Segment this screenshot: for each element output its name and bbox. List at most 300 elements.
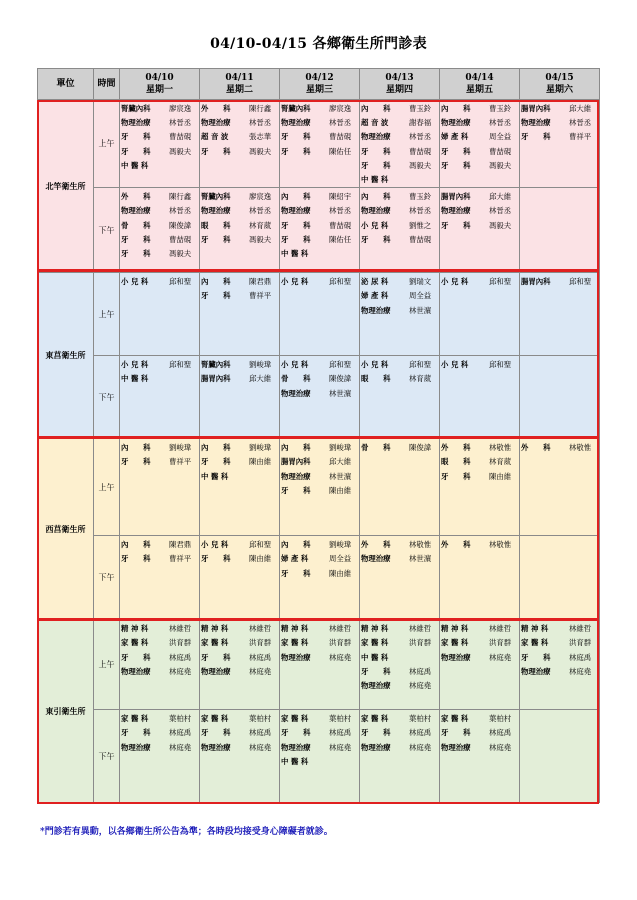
afternoon-label: 下午 <box>94 356 120 439</box>
doctor-name: 林庭堯 <box>329 652 352 662</box>
doctor-name: 邱和聖 <box>569 277 592 287</box>
doctor-name: 陳佑任 <box>329 146 352 156</box>
department: 小 兒 科 <box>281 277 309 287</box>
header-weekday: 星期四 <box>385 85 413 95</box>
header-day-1 <box>120 69 200 100</box>
doctor-name: 林維哲 <box>569 624 592 634</box>
clinic-entry <box>521 275 598 289</box>
doctor-name: 劉瑞文 <box>409 277 432 287</box>
doctor-name: 邱大維 <box>489 192 512 202</box>
doctor-name: 邱和聖 <box>489 277 512 287</box>
clinic-entry <box>281 233 358 247</box>
doctor-name: 林世濵 <box>409 305 432 315</box>
clinic-entry <box>441 712 518 726</box>
schedule-cell <box>360 710 440 803</box>
schedule-cell <box>120 620 200 710</box>
department: 內 科 <box>201 443 231 453</box>
doctor-name: 林庭堯 <box>249 666 272 676</box>
clinic-entry <box>201 289 278 303</box>
schedule-cell <box>360 620 440 710</box>
clinic-entry <box>121 233 198 247</box>
department: 牙 科 <box>281 146 311 156</box>
department: 牙 科 <box>361 666 391 676</box>
clinic-entry <box>121 204 198 218</box>
afternoon-label: 下午 <box>94 188 120 273</box>
doctor-name: 林世濵 <box>329 471 352 481</box>
department: 內 科 <box>361 192 391 202</box>
schedule-cell <box>280 536 360 620</box>
doctor-name: 林晉丞 <box>329 118 352 128</box>
clinic-entry <box>361 173 438 187</box>
doctor-name: 陳君鼎 <box>169 540 192 550</box>
clinic-entry <box>201 636 278 650</box>
doctor-name: 陳行鑫 <box>249 104 272 113</box>
clinic-entry <box>281 755 358 769</box>
doctor-name: 曹喆硯 <box>329 220 352 230</box>
afternoon-label: 下午 <box>94 536 120 620</box>
doctor-name: 洪育群 <box>409 638 432 648</box>
clinic-entry <box>121 102 198 116</box>
doctor-name: 曹祥平 <box>249 291 272 301</box>
department: 物理治療 <box>281 471 311 481</box>
schedule-cell <box>200 710 280 803</box>
department: 內 科 <box>281 192 311 202</box>
doctor-name: 陳佑任 <box>329 234 352 244</box>
clinic-entry <box>441 116 518 130</box>
department: 牙 科 <box>201 652 231 662</box>
doctor-name: 陳由維 <box>329 568 352 578</box>
clinic-entry <box>281 130 358 144</box>
clinic-entry <box>441 441 518 455</box>
clinic-entry <box>121 358 198 372</box>
doctor-name: 林晉丞 <box>169 118 192 128</box>
clinic-entry <box>441 726 518 740</box>
doctor-name: 林世濵 <box>329 388 352 398</box>
clinic-entry <box>361 116 438 130</box>
header-date: 04/13 <box>385 73 414 83</box>
doctor-name: 林庭堯 <box>569 666 592 676</box>
clinic-entry <box>361 651 438 665</box>
schedule-cell <box>440 356 520 439</box>
header-weekday: 星期一 <box>145 85 173 95</box>
schedule-cell <box>360 100 440 188</box>
clinic-entry <box>441 741 518 755</box>
schedule-row <box>38 536 600 620</box>
schedule-row <box>38 620 600 710</box>
clinic-entry <box>121 190 198 204</box>
footnote: *門診若有異動，以各鄉衛生所公告為準；各時段均接受身心障礙者就診。 <box>40 827 333 837</box>
doctor-name: 林庭禹 <box>409 666 432 676</box>
clinic-entry <box>201 145 278 159</box>
department: 牙 科 <box>201 146 231 156</box>
department: 物理治療 <box>281 388 311 398</box>
header-weekday: 星期五 <box>465 85 493 95</box>
doctor-name: 陳俊諱 <box>169 220 192 230</box>
clinic-entry <box>441 538 518 552</box>
department: 外 科 <box>521 443 551 453</box>
clinic-entry <box>361 441 438 455</box>
doctor-name: 葉柏村 <box>329 714 352 724</box>
department: 牙 科 <box>441 728 471 738</box>
department: 精 神 科 <box>201 624 229 634</box>
department: 牙 科 <box>361 728 391 738</box>
department: 物理治療 <box>281 118 311 128</box>
department: 中 醫 科 <box>281 756 309 766</box>
clinic-entry <box>361 622 438 636</box>
schedule-cell <box>120 356 200 439</box>
doctor-name: 林晉丞 <box>249 118 272 128</box>
department: 牙 科 <box>201 234 231 244</box>
department: 內 科 <box>121 443 151 453</box>
morning-label: 上午 <box>94 439 120 536</box>
department: 牙 科 <box>361 234 391 244</box>
clinic-entry <box>441 622 518 636</box>
department: 小 兒 科 <box>201 540 229 550</box>
department: 精 神 科 <box>521 624 549 634</box>
schedule-cell <box>520 536 600 620</box>
doctor-name: 林庭禹 <box>249 728 272 738</box>
department: 家 醫 科 <box>121 714 149 724</box>
doctor-name: 林敬惟 <box>409 540 432 550</box>
clinic-entry <box>281 387 358 401</box>
department: 物理治療 <box>281 652 311 662</box>
department: 牙 科 <box>441 220 471 230</box>
doctor-name: 陳行鑫 <box>169 192 192 202</box>
header-time: 時間 <box>94 69 120 100</box>
morning-label: 上午 <box>94 273 120 356</box>
schedule-cell <box>280 356 360 439</box>
schedule-cell <box>200 356 280 439</box>
department: 牙 科 <box>361 160 391 170</box>
doctor-name: 林庭堯 <box>329 742 352 752</box>
clinic-entry <box>361 233 438 247</box>
schedule-cell <box>280 710 360 803</box>
department: 牙 科 <box>281 568 311 578</box>
doctor-name: 劉峻瑋 <box>169 443 192 453</box>
clinic-entry <box>201 204 278 218</box>
doctor-name: 林庭堯 <box>169 666 192 676</box>
department: 物理治療 <box>361 305 391 315</box>
department: 眼 科 <box>361 374 391 384</box>
department: 腸胃內科 <box>521 104 551 113</box>
schedule-cell <box>440 710 520 803</box>
schedule-cell <box>520 356 600 439</box>
clinic-entry <box>441 145 518 159</box>
clinic-entry <box>121 741 198 755</box>
doctor-name: 陳俊諱 <box>409 443 432 453</box>
department: 精 神 科 <box>361 624 389 634</box>
clinic-entry <box>121 247 198 261</box>
department: 外 科 <box>361 540 391 550</box>
doctor-name: 洪育群 <box>489 638 512 648</box>
department: 超 音 波 <box>201 132 229 142</box>
doctor-name: 陳由維 <box>329 485 352 495</box>
doctor-name: 馮毅夫 <box>489 160 512 170</box>
doctor-name: 葉柏村 <box>169 714 192 724</box>
doctor-name: 林晉丞 <box>569 118 592 128</box>
clinic-entry <box>361 289 438 303</box>
schedule-cell <box>200 536 280 620</box>
department: 物理治療 <box>121 118 151 128</box>
schedule-cell <box>200 273 280 356</box>
department: 物理治療 <box>281 742 311 752</box>
header-date: 04/14 <box>465 73 494 83</box>
doctor-name: 林庭禹 <box>489 728 512 738</box>
schedule-cell <box>440 273 520 356</box>
department: 牙 科 <box>281 728 311 738</box>
header-date: 04/10 <box>145 73 174 83</box>
clinic-entry <box>441 651 518 665</box>
clinic-entry <box>441 190 518 204</box>
clinic-entry <box>281 726 358 740</box>
schedule-cell <box>120 710 200 803</box>
department: 骨 科 <box>121 220 151 230</box>
schedule-cell <box>200 100 280 188</box>
department: 物理治療 <box>441 742 471 752</box>
schedule-cell <box>120 536 200 620</box>
department: 腸胃內科 <box>201 374 231 384</box>
header-day-6 <box>520 69 600 100</box>
clinic-entry <box>361 552 438 566</box>
department: 物理治療 <box>121 666 151 676</box>
clinic-entry <box>281 712 358 726</box>
doctor-name: 馮毅夫 <box>489 220 512 230</box>
clinic-entry <box>121 712 198 726</box>
clinic-entry <box>361 636 438 650</box>
department: 超 音 波 <box>361 118 389 128</box>
schedule-cell <box>520 273 600 356</box>
clinic-entry <box>441 130 518 144</box>
doctor-name: 曹喆硯 <box>169 132 192 142</box>
clinic-entry <box>361 190 438 204</box>
doctor-name: 曹喆硯 <box>409 234 432 244</box>
doctor-name: 曹玉鈴 <box>409 104 432 113</box>
doctor-name: 曹祥平 <box>169 554 192 564</box>
doctor-name: 洪育群 <box>169 638 192 648</box>
station-name: 東莒衛生所 <box>38 273 94 439</box>
header-day-4 <box>360 69 440 100</box>
clinic-entry <box>201 665 278 679</box>
doctor-name: 陳由維 <box>489 471 512 481</box>
schedule-cell <box>520 710 600 803</box>
department: 家 醫 科 <box>441 638 469 648</box>
clinic-entry <box>281 219 358 233</box>
clinic-entry <box>281 190 358 204</box>
clinic-entry <box>201 441 278 455</box>
clinic-entry <box>121 116 198 130</box>
department: 家 醫 科 <box>281 638 309 648</box>
department: 腎臟內科 <box>121 104 151 113</box>
department: 內 科 <box>201 277 231 287</box>
doctor-name: 馮毅夫 <box>409 160 432 170</box>
clinic-entry <box>201 358 278 372</box>
department: 牙 科 <box>121 554 151 564</box>
clinic-entry <box>121 145 198 159</box>
clinic-entry <box>121 622 198 636</box>
clinic-entry <box>121 552 198 566</box>
department: 牙 科 <box>361 146 391 156</box>
doctor-name: 邱和聖 <box>489 360 512 370</box>
page-title: 04/10-04/15 各鄉衛生所門診表 <box>210 36 427 52</box>
department: 小 兒 科 <box>121 360 149 370</box>
clinic-entry <box>521 622 598 636</box>
clinic-entry <box>361 219 438 233</box>
doctor-name: 林敬惟 <box>489 540 512 550</box>
schedule-cell <box>440 536 520 620</box>
doctor-name: 林庭堯 <box>169 742 192 752</box>
clinic-entry <box>361 712 438 726</box>
department: 物理治療 <box>361 554 391 564</box>
schedule-cell <box>120 100 200 188</box>
doctor-name: 劉峻瑋 <box>249 360 272 370</box>
doctor-name: 邱和聖 <box>329 277 352 287</box>
clinic-entry <box>201 372 278 386</box>
department: 精 神 科 <box>441 624 469 634</box>
header-date: 04/15 <box>545 73 574 83</box>
schedule-cell <box>280 620 360 710</box>
doctor-name: 周全益 <box>329 554 352 564</box>
doctor-name: 洪育群 <box>329 638 352 648</box>
department: 物理治療 <box>521 666 551 676</box>
clinic-entry <box>201 190 278 204</box>
schedule-cell <box>280 439 360 536</box>
clinic-entry <box>441 159 518 173</box>
department: 內 科 <box>281 443 311 453</box>
doctor-name: 林育葳 <box>409 374 432 384</box>
department: 物理治療 <box>121 742 151 752</box>
doctor-name: 林晉丞 <box>409 206 432 216</box>
doctor-name: 邱大維 <box>329 457 352 467</box>
schedule-cell <box>120 188 200 273</box>
clinic-entry <box>201 538 278 552</box>
schedule-cell <box>520 439 600 536</box>
doctor-name: 馮毅夫 <box>169 146 192 156</box>
station-name: 東引衛生所 <box>38 620 94 803</box>
doctor-name: 曹喆硯 <box>409 146 432 156</box>
doctor-name: 葉柏村 <box>409 714 432 724</box>
clinic-entry <box>441 470 518 484</box>
doctor-name: 葉柏村 <box>489 714 512 724</box>
department: 牙 科 <box>281 234 311 244</box>
clinic-entry <box>201 552 278 566</box>
schedule-cell <box>520 100 600 188</box>
clinic-entry <box>121 372 198 386</box>
header-unit: 單位 <box>38 69 94 100</box>
clinic-entry <box>521 636 598 650</box>
doctor-name: 周全益 <box>489 132 512 142</box>
department: 物理治療 <box>201 666 231 676</box>
clinic-entry <box>441 455 518 469</box>
department: 中 醫 科 <box>121 160 149 170</box>
department: 物理治療 <box>441 118 471 128</box>
doctor-name: 林晉丞 <box>489 118 512 128</box>
doctor-name: 林維哲 <box>329 624 352 634</box>
clinic-entry <box>201 712 278 726</box>
schedule-cell <box>520 188 600 273</box>
doctor-name: 劉惟之 <box>409 220 432 230</box>
doctor-name: 廖宸逸 <box>249 192 272 202</box>
schedule-cell <box>440 188 520 273</box>
schedule-cell <box>200 439 280 536</box>
department: 物理治療 <box>361 742 391 752</box>
department: 婦 產 科 <box>281 554 309 564</box>
department: 精 神 科 <box>281 624 309 634</box>
clinic-entry <box>201 622 278 636</box>
department: 家 醫 科 <box>201 714 229 724</box>
clinic-entry <box>281 741 358 755</box>
schedule-row <box>38 356 600 439</box>
doctor-name: 林育葳 <box>249 220 272 230</box>
doctor-name: 廖宸逸 <box>169 104 192 113</box>
clinic-entry <box>201 470 278 484</box>
clinic-entry <box>441 358 518 372</box>
clinic-entry <box>281 470 358 484</box>
department: 牙 科 <box>121 132 151 142</box>
schedule-cell <box>440 620 520 710</box>
clinic-entry <box>201 233 278 247</box>
clinic-entry <box>281 145 358 159</box>
clinic-entry <box>281 455 358 469</box>
doctor-name: 林庭堯 <box>489 742 512 752</box>
department: 物理治療 <box>441 206 471 216</box>
doctor-name: 劉峻瑋 <box>249 443 272 453</box>
clinic-entry <box>281 116 358 130</box>
schedule-row <box>38 100 600 188</box>
clinic-entry <box>281 622 358 636</box>
department: 內 科 <box>441 104 471 113</box>
department: 物理治療 <box>201 206 231 216</box>
clinic-entry <box>361 304 438 318</box>
doctor-name: 邱和聖 <box>329 360 352 370</box>
schedule-row <box>38 188 600 273</box>
department: 家 醫 科 <box>361 638 389 648</box>
doctor-name: 林維哲 <box>169 624 192 634</box>
clinic-entry <box>521 651 598 665</box>
department: 物理治療 <box>361 680 391 690</box>
table-body <box>38 100 600 803</box>
doctor-name: 邱和聖 <box>169 277 192 287</box>
doctor-name <box>166 372 169 386</box>
department: 牙 科 <box>121 728 151 738</box>
clinic-entry <box>521 441 598 455</box>
schedule-cell <box>440 439 520 536</box>
schedule-cell <box>520 620 600 710</box>
clinic-entry <box>281 552 358 566</box>
department: 物理治療 <box>201 118 231 128</box>
header-weekday: 星期三 <box>305 85 333 95</box>
schedule-cell <box>360 188 440 273</box>
clinic-entry <box>121 636 198 650</box>
doctor-name: 馮毅夫 <box>249 234 272 244</box>
doctor-name <box>246 470 249 484</box>
schedule-cell <box>360 439 440 536</box>
schedule-cell <box>200 188 280 273</box>
clinic-entry <box>121 538 198 552</box>
clinic-entry <box>441 636 518 650</box>
department: 腸胃內科 <box>441 192 471 202</box>
doctor-name: 林庭禹 <box>169 652 192 662</box>
doctor-name: 林庭堯 <box>489 652 512 662</box>
doctor-name: 林晉丞 <box>409 132 432 142</box>
clinic-entry <box>121 441 198 455</box>
doctor-name <box>326 755 329 769</box>
doctor-name: 謝春福 <box>409 118 432 128</box>
doctor-name: 林庭堯 <box>409 680 432 690</box>
department: 小 兒 科 <box>361 360 389 370</box>
department: 小 兒 科 <box>121 277 149 287</box>
clinic-entry <box>281 484 358 498</box>
department: 精 神 科 <box>121 624 149 634</box>
